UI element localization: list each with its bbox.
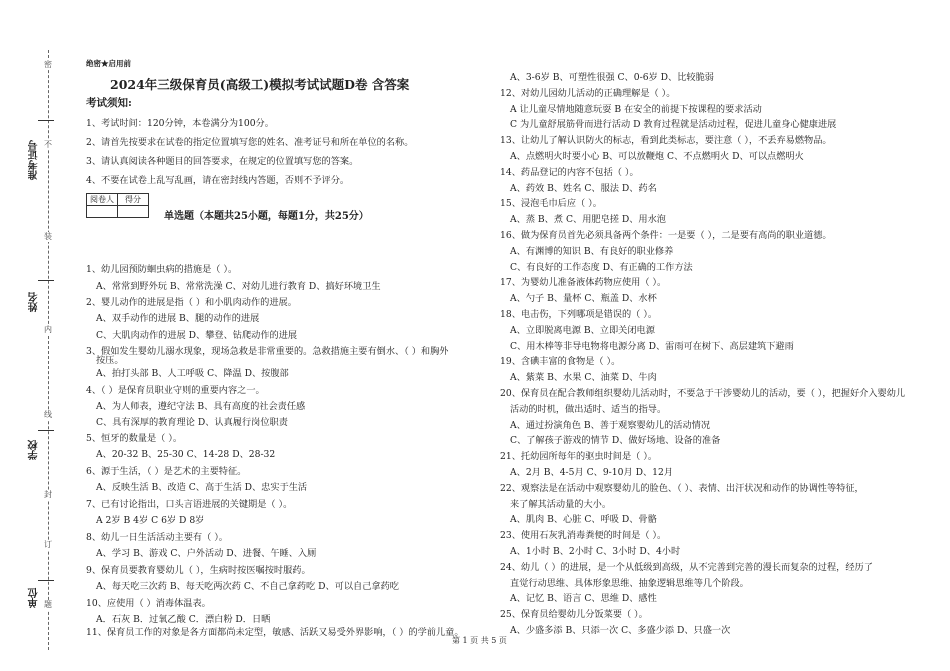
name-label: 姓名	[29, 292, 40, 312]
question-line: 5、恒牙的数量是（ ）。	[86, 433, 183, 444]
cut-word: 内	[44, 325, 52, 334]
question-line: A、通过扮演角色 B、善于观察婴幼儿的活动情况	[510, 419, 711, 431]
question-line: A、学习 B、游戏 C、户外活动 D、进餐、午睡、入厕	[96, 548, 317, 559]
question-line: 6、源于生活，（ ）是艺术的主要特征。	[86, 466, 247, 477]
question-line: A、紫菜 B、水果 C、油菜 D、牛肉	[510, 372, 657, 384]
section-heading: 单选题（本题共25小题，每题1分，共25分）	[164, 211, 369, 222]
question-line: 21、托幼园所每年的驱虫时间是（ ）。	[500, 451, 658, 463]
question-line: 17、为婴幼儿准备液体药物应使用（ ）。	[500, 277, 667, 289]
question-line: A、反映生活 B、改造 C、高于生活 D、忠实于生活	[96, 482, 308, 493]
question-line: C 为儿童舒展筋骨而进行活动 D 教育过程就是活动过程，促进儿童身心健康进展	[510, 119, 837, 131]
question-line: 23、使用石灰乳消毒粪便的时间是（ ）。	[500, 530, 667, 542]
question-line: 13、让幼儿了解认识防火的标志，看到此类标志，要注意（ ），不丢弃易燃物品。	[500, 135, 832, 147]
question-line: 10、应使用（ ）消毒体温表。	[86, 598, 211, 609]
secret-mark: 绝密★启用前	[86, 59, 131, 68]
question-line: A．石灰 B．过氧乙酸 C．漂白粉 D．日晒	[96, 614, 271, 625]
question-line: C、具有深厚的教育理论 D、认真履行岗位职责	[96, 417, 288, 428]
cut-word: 不	[44, 140, 52, 149]
notice-item: 1、考试时间：120分钟，本卷满分为100分。	[86, 118, 274, 129]
question-line: A、1小时 B、2小时 C、3小时 D、4小时	[510, 546, 681, 557]
page-number: 第 1 页 共 5 页	[452, 636, 507, 645]
question-line: A、每天吃三次药 B、每天吃两次药 C、不自己拿药吃 D、可以自己拿药吃	[96, 581, 399, 592]
grader-header: 阅卷人	[87, 194, 118, 206]
question-line: A、立即脱离电源 B、立即关闭电源	[510, 324, 655, 336]
question-line: A、双手动作的进展 B、腿的动作的进展	[96, 313, 260, 324]
unit-label: 单位	[29, 588, 40, 608]
cut-word: 题	[44, 600, 52, 609]
question-line: A、有渊博的知识 B、有良好的职业修养	[510, 245, 674, 257]
score-table	[86, 193, 149, 218]
question-line: A、拍打头部 B、人工呼吸 C、降温 D、按腹部	[96, 368, 289, 379]
question-line: A、常常到野外玩 B、常常洗澡 C、对幼儿进行教育 D、搞好环境卫生	[96, 281, 381, 292]
question-line: A、20-32 B、25-30 C、14-28 D、28-32	[96, 449, 276, 460]
cut-word: 订	[44, 540, 52, 549]
question-line: 来了解其活动量的大小。	[510, 498, 612, 510]
fill-line	[38, 580, 54, 581]
question-line: A、为人师表，遵纪守法 B、具有高度的社会责任感	[96, 401, 306, 412]
question-line: A、肌肉 B、心脏 C、呼吸 D、骨骼	[510, 514, 657, 526]
question-line: 18、电击伤，下列哪项是错误的（ ）。	[500, 309, 658, 320]
score-cell	[118, 206, 149, 218]
question-line: 活动的时机，做出适时、适当的指导。	[510, 403, 667, 415]
cut-word: 封	[44, 490, 52, 499]
notice-heading: 考试须知:	[86, 97, 132, 109]
cut-word: 线	[44, 410, 52, 419]
question-line: 2、婴儿动作的进展是指（ ）和小肌肉动作的进展。	[86, 297, 297, 308]
question-line: 14、药品登记的内容不包括（ ）。	[500, 166, 639, 178]
question-line: A 让儿童尽情地随意玩耍 B 在安全的前提下按课程的要求活动	[510, 103, 762, 115]
question-line: 4、（ ）是保育员职业守则的重要内容之一。	[86, 385, 265, 396]
page-title: 2024年三级保育员(高级工)模拟考试试题D卷 含答案	[110, 77, 410, 92]
question-line: C、用木棒等非导电物将电源分离 D、雷雨可在树下、高层建筑下避雨	[510, 340, 794, 352]
question-line: A、勺子 B、量杯 C、瓶盖 D、水杯	[510, 293, 657, 305]
question-line: 11、保育员工作的对象是各方面都尚未定型，敏感、活跃又易受外界影响，（ ）的学前儿童。	[86, 627, 464, 638]
cut-word: 装	[44, 232, 52, 241]
question-line: A、3-6岁 B、可塑性很强 C、0-6岁 D、比较脆弱	[510, 72, 714, 83]
school-label: 学校	[29, 440, 40, 460]
question-line: 22、观察法是在活动中观察婴幼儿的脸色、（ ）、表情、出汗状况和动作的协调性等特征，	[500, 482, 864, 494]
fill-line	[38, 120, 54, 121]
exam-number-label: 准考证号	[29, 140, 40, 180]
fill-line	[38, 430, 54, 431]
question-line: C、有良好的工作态度 D、有正确的工作方法	[510, 261, 693, 273]
question-line: A、少盛多添 B、只添一次 C、多盛少添 D、只盛一次	[510, 625, 731, 636]
question-line: C、了解孩子游戏的情节 D、做好场地、设备的准备	[510, 435, 721, 447]
question-line: 24、幼儿（ ）的进展，是一个从低级到高级，从不完善到完善的漫长而复杂的过程，经历了	[500, 561, 873, 573]
notice-item: 2、请首先按要求在试卷的指定位置填写您的姓名、准考证号和所在单位的名称。	[86, 137, 414, 148]
question-line: 3、假如发生婴幼儿溺水现象，现场急救是非常重要的。急救措施主要有倒水、（ ）和胸外	[86, 346, 449, 357]
question-line: 19、含碘丰富的食物是（ ）。	[500, 356, 621, 368]
question-line: 按压。	[96, 355, 124, 366]
question-line: 12、对幼儿园幼儿活动的正确理解是（ ）。	[500, 87, 676, 99]
question-line: A、2月 B、4-5月 C、9-10月 D、12月	[510, 467, 674, 478]
cut-word: 密	[44, 60, 52, 69]
score-header: 得分	[118, 194, 149, 206]
fill-line	[38, 280, 54, 281]
grader-cell	[87, 206, 118, 218]
question-line: 16、做为保育员首先必须具备两个条件：一是要（ ），二是要有高尚的职业道德。	[500, 230, 832, 241]
notice-item: 4、不要在试卷上乱写乱画，请在密封线内答题，否则不予评分。	[86, 175, 350, 186]
notice-item: 3、请认真阅读各种题目的回答要求，在规定的位置填写您的答案。	[86, 156, 359, 167]
question-line: 8、幼儿一日生活活动主要有（ ）。	[86, 532, 228, 543]
question-line: 9、保育员要教育婴幼儿（ ），生病时按医嘱按时服药。	[86, 565, 311, 576]
question-line: 7、已有讨论指出，口头言语进展的关键期是（ ）。	[86, 499, 293, 510]
question-line: A、点燃明火时要小心 B、可以放鞭炮 C、不点燃明火 D、可以点燃明火	[510, 151, 804, 162]
question-line: 1、幼儿园预防蛔虫病的措施是（ ）。	[86, 264, 238, 275]
question-line: 20、保育员在配合教师组织婴幼儿活动时，不要急于干涉婴幼儿的活动，要（ ），把握好介入婴幼儿	[500, 388, 906, 399]
binding-strip	[0, 0, 70, 671]
question-line: 25、保育员给婴幼儿分饭菜要（ ）。	[500, 609, 648, 621]
question-line: 直觉行动思维、具体形象思维、抽象逻辑思维等几个阶段。	[510, 577, 749, 589]
question-line: A、蒸 B、煮 C、用肥皂搓 D、用水泡	[510, 214, 666, 226]
question-line: A、药效 B、姓名 C、服法 D、药名	[510, 182, 657, 194]
question-line: A、记忆 B、语言 C、思维 D、感性	[510, 593, 657, 605]
question-line: A 2岁 B 4岁 C 6岁 D 8岁	[96, 515, 205, 526]
question-line: 15、浸泡毛巾后应（ ）。	[500, 198, 602, 210]
question-line: C、大肌肉动作的进展 D、攀登、钻爬动作的进展	[96, 330, 298, 341]
